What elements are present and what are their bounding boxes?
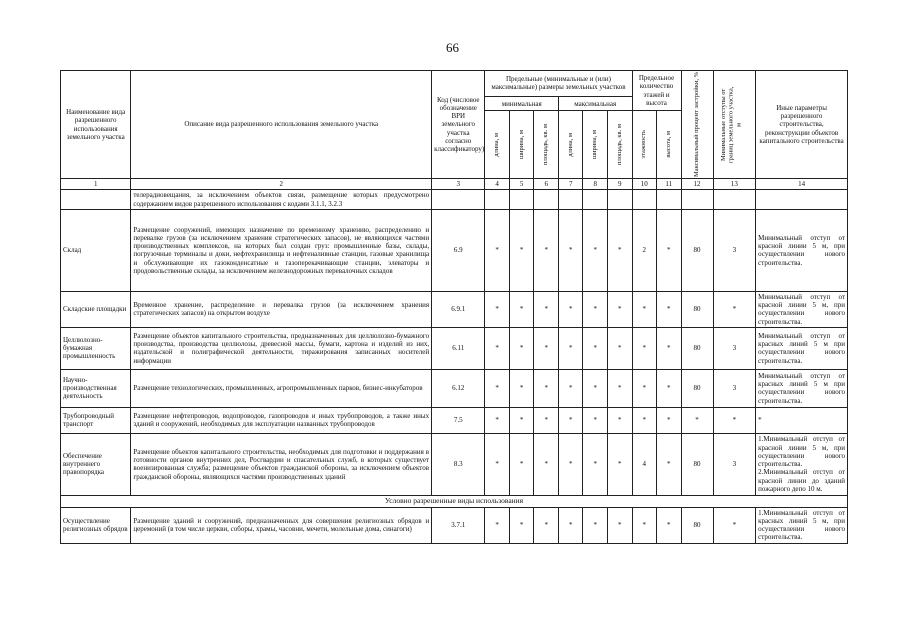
param-value: *	[657, 433, 682, 495]
param-value: *	[632, 369, 657, 407]
param-value: *	[607, 433, 632, 495]
param-value: 80	[681, 209, 713, 291]
param-value: *	[509, 209, 534, 291]
table-row	[61, 407, 848, 433]
col-number: 11	[657, 179, 682, 190]
col-number: 13	[713, 179, 756, 190]
use-description: Временное хранение, распределение и перевалка грузов (за исключением хранения стратегических запасов) на открытом воздухе	[131, 291, 432, 327]
use-description: Размещение нефтепроводов, водопроводов, газопроводов и иных трубопроводов, а также иных зданий и сооружений, необходимых для эксплуатации названных трубопроводов	[131, 407, 432, 433]
param-value: 3	[713, 327, 756, 369]
header-other: Иные параметры разрешенного строительства, реконструкции объектов капитального строительства	[756, 71, 848, 179]
param-value: *	[485, 407, 510, 433]
other-params: *	[756, 407, 848, 433]
param-value: *	[657, 507, 682, 543]
sub-area: площадь, кв. м	[542, 124, 550, 166]
land-use-table	[60, 70, 848, 544]
param-value: *	[583, 209, 608, 291]
param-value: *	[657, 407, 682, 433]
param-value: *	[657, 209, 682, 291]
col-number: 9	[607, 179, 632, 190]
param-value: *	[583, 407, 608, 433]
use-code: 6.9	[432, 209, 485, 291]
header-pct: Максимальный процент застройки, %	[693, 72, 701, 178]
param-value: *	[713, 507, 756, 543]
use-code: 7.5	[432, 407, 485, 433]
use-description: Размещение зданий и сооружений, предназначенных для совершения религиозных обрядов и церемоний (в том числе церкви, соборы, храмы, часовни, мечети, молельные дома, синагоги)	[131, 507, 432, 543]
use-name: Трубопроводный транспорт	[61, 407, 131, 433]
header-max: максимальная	[558, 96, 632, 111]
use-name: Склад	[61, 209, 131, 291]
use-description: Размещение объектов капитального строительства, предназначенных для целлюлозно-бумажного производства, производства целлюлозы, древесной массы, бумаги, картона и изделий из них, издательской и полиграфической деятельности, тиражирования записанных носителей информации	[131, 327, 432, 369]
table-row	[61, 291, 848, 327]
header-offset: Минимальные отступы от границ земельного участка, м	[720, 86, 743, 163]
param-value: *	[485, 327, 510, 369]
param-value: 80	[681, 507, 713, 543]
param-value: *	[632, 327, 657, 369]
sub-length: длина, м	[493, 132, 501, 157]
param-value: 80	[681, 327, 713, 369]
param-value: *	[509, 369, 534, 407]
param-value: *	[509, 291, 534, 327]
param-value: 3	[713, 209, 756, 291]
param-value: *	[607, 291, 632, 327]
param-value: *	[509, 407, 534, 433]
param-value: *	[713, 407, 756, 433]
header-min: минимальная	[485, 96, 559, 111]
header-name: Наименование вида разрешенного использования земельного участка	[61, 71, 131, 179]
param-value: *	[632, 507, 657, 543]
use-name: Целлюлозно-бумажная промышленность	[61, 327, 131, 369]
col-number: 14	[756, 179, 848, 190]
sub-height: высота, м	[664, 131, 672, 159]
param-value: *	[485, 291, 510, 327]
param-value: *	[632, 291, 657, 327]
continuation-row	[61, 190, 848, 210]
section-row	[61, 495, 848, 507]
param-value: *	[607, 407, 632, 433]
col-number: 1	[61, 179, 131, 190]
param-value: *	[607, 507, 632, 543]
param-value: *	[534, 507, 559, 543]
param-value: 80	[681, 291, 713, 327]
use-description: Размещение объектов капитального строительства, необходимых для подготовки и поддержания в готовности органов внутренних дел, Росгвардии и спасательных служб, в которых существует военизированная служба; размещение объектов гражданской обороны, за исключением объектов гражданской обороны, являющихся частями производственных зданий	[131, 433, 432, 495]
page-number: 66	[446, 40, 459, 55]
param-value: *	[509, 433, 534, 495]
column-numbers-row	[61, 179, 848, 190]
param-value: *	[558, 369, 583, 407]
param-value: *	[607, 327, 632, 369]
param-value: 80	[681, 433, 713, 495]
col-number: 2	[131, 179, 432, 190]
param-value: 3	[713, 369, 756, 407]
use-description: Размещение технологических, промышленных, агропромышленных парков, бизнес-инкубаторов	[131, 369, 432, 407]
param-value: *	[657, 327, 682, 369]
param-value: 2	[632, 209, 657, 291]
param-value: *	[509, 507, 534, 543]
col-number: 5	[509, 179, 534, 190]
param-value: *	[558, 507, 583, 543]
param-value: *	[607, 209, 632, 291]
param-value: *	[558, 209, 583, 291]
use-description: Размещение сооружений, имеющих назначение по временному хранению, распределению и перевалке грузов (за исключением хранения стратегических запасов), не являющихся частями производственных комплексов, на которых был создан груз: промышленные базы, склады, погрузочные терминалы и доки, нефтехранилища и нефтеналивные станции, газовые хранилища и обслуживающие их газоконденсатные и газоперекачивающие станции, элеваторы и продовольственные склады, за исключением железнодорожных перевалочных складов	[131, 209, 432, 291]
table-row	[61, 433, 848, 495]
other-params: 1.Минимальный отступ от красной линии 5 м, при осуществлении нового строительства. 2.Минимальный отступ от красной линии до зданий пожарного депо 10 м.	[756, 433, 848, 495]
col-number: 3	[432, 179, 485, 190]
col-number: 6	[534, 179, 559, 190]
header-floors: Предельное количество этажей и высота	[632, 71, 681, 111]
param-value: *	[485, 369, 510, 407]
param-value: *	[607, 369, 632, 407]
section-title: Условно разрешенные виды использования	[61, 495, 848, 507]
table-row	[61, 209, 848, 291]
param-value: *	[583, 507, 608, 543]
other-params: Минимальный отступ от красной линии 5 м, при осуществлении нового строительства.	[756, 291, 848, 327]
use-code: 8.3	[432, 433, 485, 495]
param-value: *	[657, 291, 682, 327]
param-value: *	[558, 291, 583, 327]
use-code: 6.12	[432, 369, 485, 407]
sub-area: площадь, кв. м	[615, 124, 623, 166]
param-value: *	[534, 209, 559, 291]
use-name: Осуществление религиозных обрядов	[61, 507, 131, 543]
table-row	[61, 327, 848, 369]
use-code: 6.11	[432, 327, 485, 369]
sub-length: длина, м	[566, 132, 574, 157]
param-value: *	[534, 291, 559, 327]
param-value: 80	[681, 369, 713, 407]
continuation-text: телерадиовещания, за исключением объектов связи, размещение которых предусмотрено содержанием видов разрешенного использования с кодами 3.1.1, 3.2.3	[131, 190, 432, 210]
param-value: 3	[713, 433, 756, 495]
col-number: 8	[583, 179, 608, 190]
param-value: *	[681, 407, 713, 433]
sub-storeys: этажность	[640, 130, 648, 160]
use-name: Обеспечение внутреннего правопорядка	[61, 433, 131, 495]
param-value: *	[583, 369, 608, 407]
param-value: *	[534, 433, 559, 495]
sub-width: ширина, м	[517, 130, 525, 160]
col-number: 10	[632, 179, 657, 190]
other-params: Минимальный отступ от красной линии 5 м, при осуществлении нового строительства.	[756, 209, 848, 291]
col-number: 7	[558, 179, 583, 190]
param-value: *	[485, 209, 510, 291]
use-name: Складские площадки	[61, 291, 131, 327]
use-code: 3.7.1	[432, 507, 485, 543]
param-value: *	[558, 407, 583, 433]
param-value: *	[657, 369, 682, 407]
param-value: *	[509, 327, 534, 369]
col-number: 12	[681, 179, 713, 190]
param-value: *	[583, 291, 608, 327]
use-code: 6.9.1	[432, 291, 485, 327]
param-value: *	[583, 327, 608, 369]
param-value: *	[632, 407, 657, 433]
sub-width: ширина, м	[591, 130, 599, 160]
param-value: *	[583, 433, 608, 495]
param-value: *	[713, 291, 756, 327]
header-limits: Предельные (минимальные и (или) максимальные) размеры земельных участков	[485, 71, 632, 97]
param-value: *	[485, 433, 510, 495]
param-value: *	[558, 327, 583, 369]
use-name: Научно-производственная деятельность	[61, 369, 131, 407]
other-params: 1.Минимальный отступ от красных линий 5 м, при осуществлении нового строительства.	[756, 507, 848, 543]
other-params: Минимальный отступ от красных линий 5 м при осуществлении нового строительства.	[756, 327, 848, 369]
table-row	[61, 369, 848, 407]
param-value: 4	[632, 433, 657, 495]
table-row	[61, 507, 848, 543]
param-value: *	[534, 369, 559, 407]
param-value: *	[485, 507, 510, 543]
param-value: *	[534, 327, 559, 369]
other-params: Минимальный отступ от красных линий 5 м при осуществлении нового строительства.	[756, 369, 848, 407]
header-description: Описание вида разрешенного использования земельного участка	[131, 71, 432, 179]
param-value: *	[534, 407, 559, 433]
header-code: Код (числовое обозначение ВРИ земельного участка согласно классификатору)	[432, 71, 485, 179]
col-number: 4	[485, 179, 510, 190]
param-value: *	[558, 433, 583, 495]
